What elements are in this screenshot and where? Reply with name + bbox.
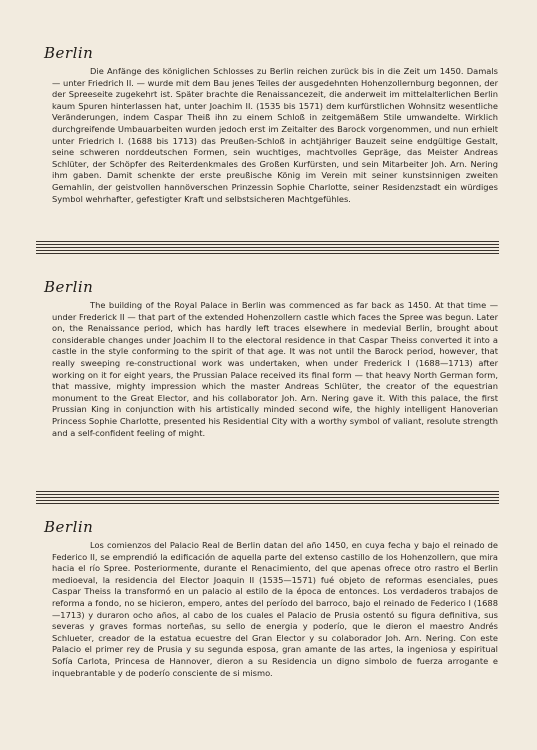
section-german [44, 44, 498, 205]
section-english [44, 278, 498, 439]
divider-line [36, 253, 499, 254]
divider-line [36, 247, 499, 248]
section-heading: Berlin [44, 278, 94, 296]
section-heading: Berlin [44, 44, 94, 62]
section-paragraph: Los comienzos del Palacio Real de Berlin datan del año 1450, en cuya fecha y bajo el reinado de Federico II, se emprendió la edificación de aquella parte del extenso castillo de los Hohenzollern, que mira hacia el río Spree. Posteriormente, durante el Renacimiento, del que apenas ofrece otro rastro el Berlin medioeval, la residencia del Elector Joaquin II (1535—1571) fué objeto de reformas esenciales, pues Caspar Theiss la transformó en un palacio al estilo de la época de entonces. Los verdaderos trabajos de reforma a fondo, no se hicieron, empero, antes del período del barroco, bajo el reinado de Federico I (1688—1713) y duraron ocho años, al cabo de los cuales el Palacio de Prusia ostentó su figura definitiva, sus severas y graves formas norteñas, su sello de energia y poderío, que le dieron el maestro Andrés Schlueter, creador de la estatua ecuestre del Gran Elector y su colaborador Joh. Arn. Nering. Con este Palacio el primer rey de Prusia y su segunda esposa, gran amante de las artes, la ingeniosa y espiritual Sofía Carlota, Princesa de Hannover, dieron a su Residencia un digno simbolo de fuerza arrogante e inquebrantable y de poderío consciente de si mismo. [52, 540, 498, 678]
section-heading: Berlin [44, 518, 94, 536]
divider-line [36, 241, 499, 242]
divider-line [36, 250, 499, 251]
divider-rules [36, 491, 499, 506]
divider-line [36, 503, 499, 504]
divider-rules [36, 241, 499, 256]
divider-line [36, 244, 499, 245]
section-paragraph: Die Anfänge des königlichen Schlosses zu Berlin reichen zurück bis in die Zeit um 1450. Damals — unter Friedrich II. — wurde mit dem Bau jenes Teiles der ausgedehnten Hohenzollernburg begonnen, der der Spreeseite zugekehrt ist. Später brachte die Renaissancezeit, die anderweit im mittelalterlichen Berlin kaum Spuren hinterlassen hat, unter Joachim II. (1535 bis 1571) dem kurfürstlichen Wohnsitz wesentliche Veränderungen, indem Caspar Theiß ihn zu einem Schloß in zeitgemäßem Stile umwandelte. Wirklich durchgreifende Umbauarbeiten wurden jedoch erst im Zeitalter des Barock vorgenommen, und nun erhielt unter Friedrich I. (1688 bis 1713) das Preußen-Schloß in achtjähriger Bauzeit seine endgültige Gestalt, seine schweren norddeutschen Formen, sein wuchtiges, machtvolles Gepräge, das Meister Andreas Schlüter, der Schöpfer des Reiterdenkmales des Großen Kurfürsten, und sein Mitarbeiter Joh. Arn. Nering ihm gaben. Damit schenkte der erste preußische König im Verein mit seiner kunstsinnigen zweiten Gemahlin, der geistvollen hannöverschen Prinzessin Sophie Charlotte, seiner Residenzstadt ein würdiges Symbol wehrhafter, gefestigter Kraft und selbstsicheren Machtgefühles. [52, 66, 498, 204]
section-spanish [44, 518, 498, 679]
section-paragraph: The building of the Royal Palace in Berlin was commenced as far back as 1450. At that time — under Frederick II — that part of the extended Hohenzollern castle which faces the Spree was begun. Later on, the Renaissance period, which has hardly left traces elsewhere in medevial Berlin, brought about considerable changes under Joachim II to the electoral residence in that Caspar Theiss converted it into a castle in the style conforming to the spirit of that age. It was not until the Barock period, however, that really sweeping re-constructional work was undertaken, when under Frederick I (1688—1713) after working on it for eight years, the Prussian Palace received its final form — that heavy North German form, that massive, mighty impression which the master Andreas Schlüter, the creator of the equestrian monument to the Great Elector, and his collaborator Joh. Arn. Nering gave it. With this palace, the first Prussian King in conjunction with his artistically minded second wife, the highly intelligent Hanoverian Princess Sophie Charlotte, presented his Residential City with a worthy symbol of valiant, resolute strength and a self-confident feeling of might. [52, 300, 498, 438]
divider-line [36, 500, 499, 501]
divider-line [36, 494, 499, 495]
divider-line [36, 497, 499, 498]
divider-line [36, 491, 499, 492]
